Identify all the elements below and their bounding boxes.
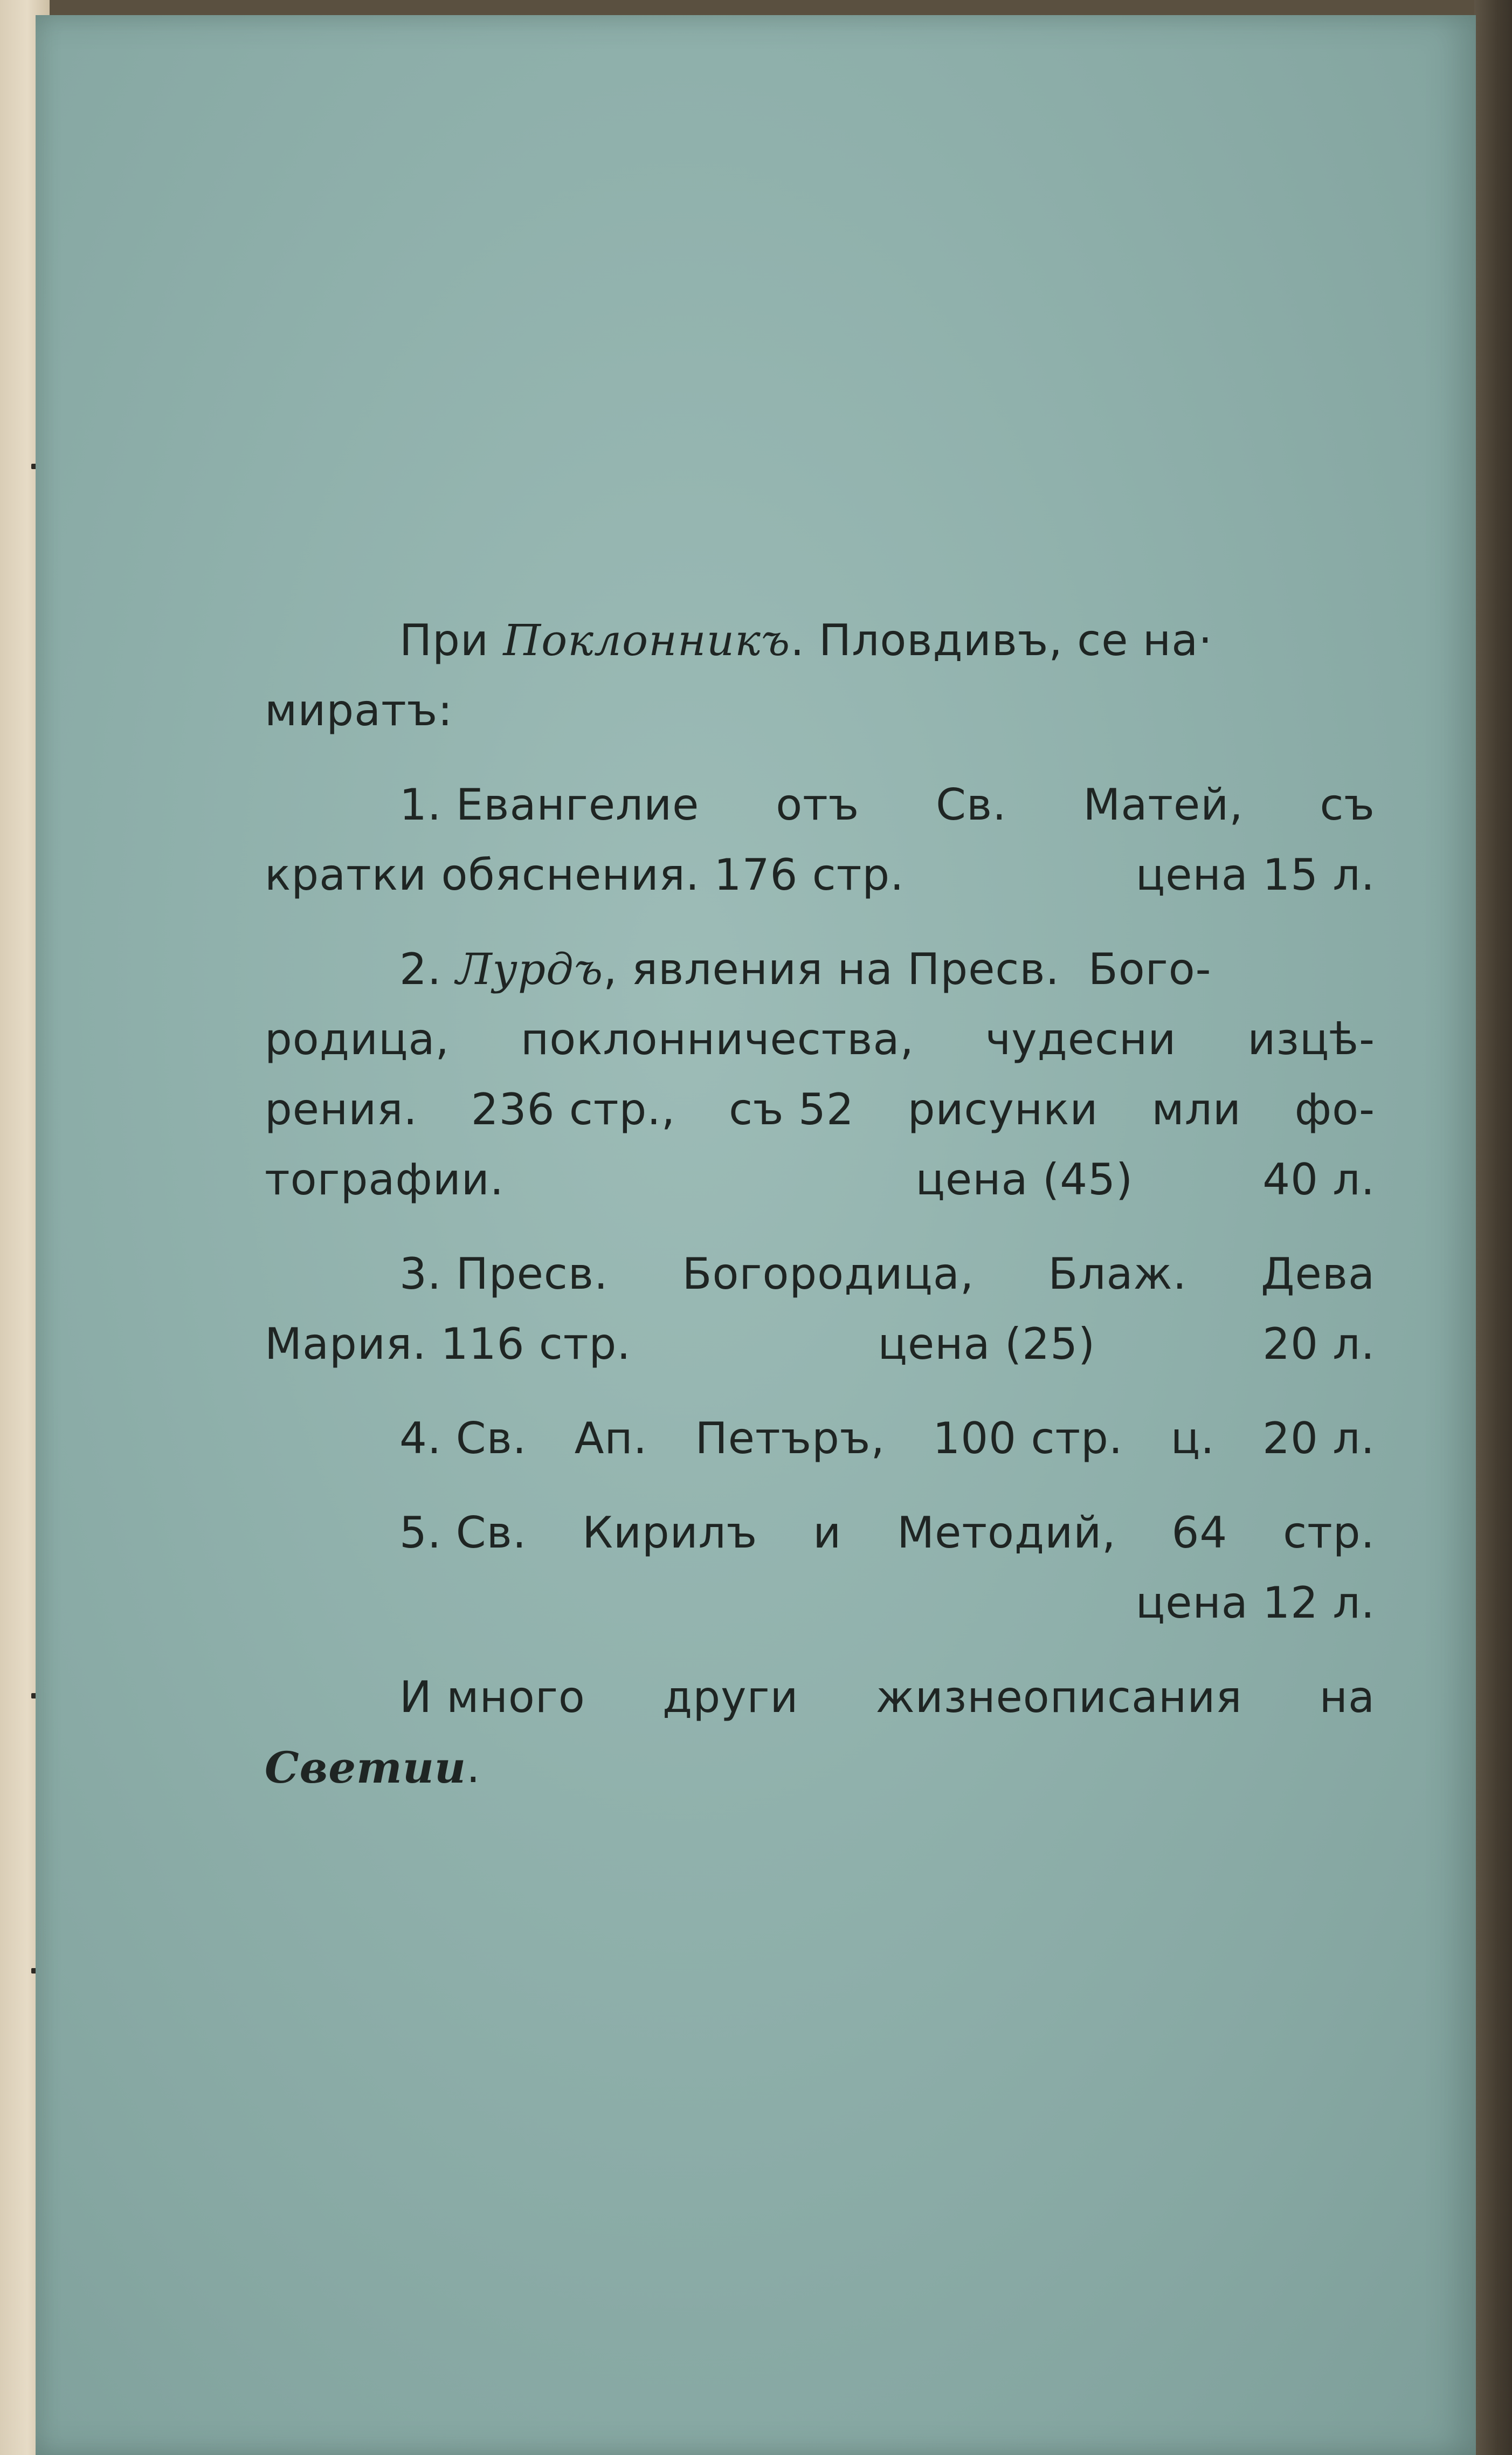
item-3-line-1 — [265, 1239, 1375, 1309]
item-3-pages: Мария. 116 стр. — [265, 1319, 631, 1369]
book-page — [36, 15, 1476, 2455]
item-2-number: 2. — [399, 944, 442, 994]
word: ц. — [1170, 1413, 1215, 1463]
book-edge — [1474, 0, 1512, 2455]
word: Матей, — [1083, 780, 1244, 830]
item-2-price: 40 л. — [1262, 1154, 1375, 1205]
word: Кирилъ — [582, 1508, 758, 1558]
word: стр. — [1283, 1508, 1375, 1558]
word: мли — [1151, 1084, 1241, 1134]
word: 3. Пресв. — [399, 1249, 609, 1299]
closing-line-2 — [265, 1732, 1375, 1803]
word: Ап. — [574, 1413, 648, 1463]
intro-line-1 — [265, 606, 1375, 676]
item-1-price: цена 15 л. — [1135, 850, 1375, 900]
word: 100 стр. — [933, 1413, 1123, 1463]
word: И много — [399, 1672, 585, 1722]
word: 20 л. — [1262, 1413, 1375, 1463]
word: тографии. — [265, 1154, 505, 1205]
word: чудесни — [985, 1014, 1177, 1064]
item-5-line-1 — [265, 1498, 1375, 1568]
item-3-price: 20 л. — [1262, 1319, 1375, 1369]
word: и — [813, 1508, 842, 1558]
item-5-price: цена 12 л. — [1135, 1578, 1375, 1628]
word: Дева — [1261, 1249, 1375, 1299]
word: 64 — [1171, 1508, 1228, 1558]
saints-word: Светии — [265, 1742, 467, 1793]
word: Богородица, — [682, 1249, 975, 1299]
publisher-name: Поклонникъ — [503, 615, 791, 665]
word: отъ — [776, 780, 860, 830]
word: 5. Св. — [399, 1508, 527, 1558]
word: рения. — [265, 1084, 418, 1134]
item-5-line-2 — [265, 1568, 1375, 1638]
item-2-line-4 — [265, 1145, 1375, 1215]
item-2-line-3 — [265, 1075, 1375, 1145]
word: други — [662, 1672, 799, 1722]
item-2-title: Лурдъ — [455, 944, 604, 994]
word: родица, — [265, 1014, 450, 1064]
item-3-price-label: цена (25) — [878, 1319, 1096, 1369]
word: рисунки — [907, 1084, 1099, 1134]
word: съ — [1320, 780, 1375, 830]
word: изцѣ- — [1247, 1014, 1375, 1064]
intro-line-2 — [265, 676, 1375, 746]
word: 4. Св. — [399, 1413, 527, 1463]
word: Св. — [936, 780, 1007, 830]
item-1-line-1 — [265, 770, 1375, 840]
word: 1. Евангелие — [399, 780, 700, 830]
item-1-line-2 — [265, 840, 1375, 910]
intro-line-2-text: миратъ: — [265, 685, 453, 735]
item-3-line-2 — [265, 1309, 1375, 1379]
closing-period: . — [466, 1742, 481, 1792]
word: жизнеописания — [875, 1672, 1242, 1722]
intro-prefix: При — [399, 615, 489, 665]
word: Методий, — [897, 1508, 1116, 1558]
item-2-rest: , явления на Пресв. Бого- — [603, 944, 1212, 994]
page-text — [265, 606, 1375, 1803]
closing-line-1 — [265, 1662, 1375, 1732]
item-2-price-label: цена (45) — [915, 1154, 1134, 1205]
item-2-line-2 — [265, 1005, 1375, 1075]
word: поклонничества, — [520, 1014, 914, 1064]
item-4-line-1 — [265, 1404, 1375, 1474]
word: Петъръ, — [695, 1413, 885, 1463]
item-2-line-1 — [265, 934, 1375, 1005]
word: 236 стр., — [471, 1084, 676, 1134]
word: съ 52 — [729, 1084, 854, 1134]
word: на — [1319, 1672, 1375, 1722]
word: Блаж. — [1048, 1249, 1187, 1299]
word: фо- — [1294, 1084, 1375, 1134]
item-1-pages: кратки обяснения. 176 стр. — [265, 850, 905, 900]
intro-suffix: . Пловдивъ, се на· — [790, 615, 1213, 665]
